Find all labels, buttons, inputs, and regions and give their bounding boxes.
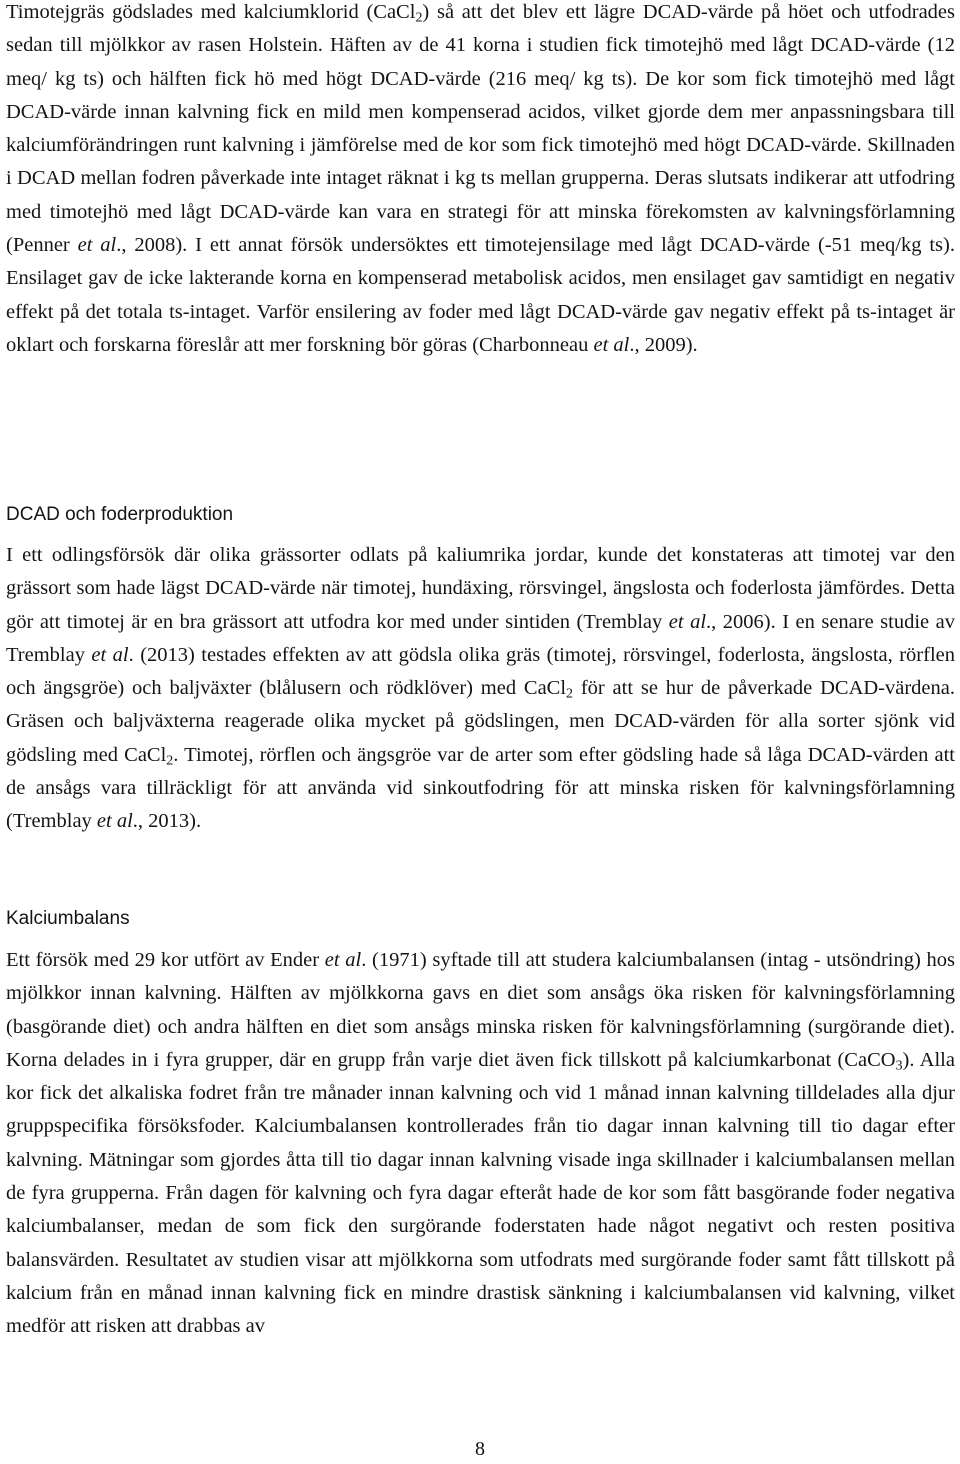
text-run: ., 2006). I en senare studie av Tremblay — [6, 610, 955, 666]
subscript: 2 — [415, 10, 423, 26]
paragraph-kalciumbalans-forsok — [6, 944, 955, 1344]
italic-citation: et al — [91, 643, 129, 666]
text-run: ). Alla kor fick det alkaliska fodret från tre månader innan kalvning och vid 1 månad innan kalvning tilldelades alla djur gruppspecifika försöksfoder. Kalciumbalansen kontrollerades från tio dagar innan kalvning till tio dagar efter kalvning. Mätningar som gjordes åtta till tio dagar innan kalvning visade inga skillnader i kalciumbalansen mellan de fyra grupperna. Från dagen för kalvning och fyra dagar efteråt hade de kor som fått basgörande foder negativa kalciumbalanser, medan de som fick den surgörande foderstaten hade något negativt och resten positiva balansvärden. Resultatet av studien visar att mjölkkorna som utfodrats med surgörande foder samt fått tillskott på kalcium från en månad innan kalvning fick en mindre drastisk sänkning i kalciumbalansen vid kalvning, vilket medför att risken att drabbas av — [6, 1048, 955, 1338]
paragraph-odlingsforsok — [6, 539, 955, 839]
section-heading-dcad-foderproduktion: DCAD och foderproduktion — [6, 504, 234, 525]
text-run: . (1971) syftade till att studera kalciumbalansen (intag - utsöndring) hos mjölkkor innan kalvning. Hälften av mjölkkorna gavs en diet som ansågs öka risken för kalvningsförlamning (basgörande diet) och andra hälften en diet som ansågs minska risken för kalvningsförlamning (surgörande diet). Korna delades in i fyra grupper, där en grupp från varje diet även fick tillskott på kalciumkarbonat (CaCO — [6, 949, 955, 1071]
text-run: för att se hur de påverkade DCAD-värdena. Gräsen och baljväxterna reagerade olika mycket på gödslingen, men DCAD-värden för alla sorter sjönk vid gödsling med CaCl — [6, 677, 956, 766]
italic-citation: et al — [96, 810, 133, 833]
italic-citation: et al — [77, 234, 117, 257]
text-run: I ett odlingsförsök där olika grässorter odlats på kaliumrika jordar, kunde det konstateras att timotej var den grässort som hade lägst DCAD-värde när timotej, hundäxing, rörsvingel, ängslosta och foderlosta jämfördes. Detta gör att timotej är en bra grässort att utfodra kor med under sintiden (Tremblay — [6, 544, 955, 633]
text-run: Timotejgräs gödslades med kalciumklorid (CaCl — [6, 1, 416, 23]
text-run: . Timotej, rörflen och ängsgröe var de arter som efter gödsling hade så låga DCAD-värden att de ansågs vara tillräckligt för att använda vid sinkoutfodring för att minska risken för kalvningsförlamning (Tremblay — [6, 743, 955, 833]
italic-citation: et al — [668, 610, 707, 633]
section-heading-kalciumbalans: Kalciumbalans — [6, 908, 130, 929]
page-number: 8 — [475, 1438, 485, 1460]
subscript: 2 — [166, 753, 174, 769]
italic-citation: et al — [324, 949, 362, 971]
text-run: ) så att det blev ett lägre DCAD-värde på höet och utfodrades sedan till mjölkkor av rasen Holstein. Häften av de 41 korna i studien fick timotejhö med lågt DCAD-värde (12 meq/ kg ts) och hälften fick hö med högt DCAD-värde (216 meq/ kg ts). De kor som fick timotejhö med lågt DCAD-värde innan kalvning fick en mild men kompenserad acidos, vilket gjorde dem mer anpassningsbara till kalciumförändringen runt kalvning i jämförelse med de kor som fick timotejhö med högt DCAD-värde. Skillnaden i DCAD mellan fodren påverkade inte intaget räknat i kg ts mellan grupperna. Deras slutsats indikerar att utfodring med timotejhö med lågt DCAD-värde kan vara en strategi för att minska förekomsten av kalvningsförlamning (Penner — [6, 1, 955, 257]
text-run: ., 2013). — [132, 810, 202, 833]
subscript: 2 — [566, 686, 574, 702]
text-run: ., 2008). I ett annat försök undersöktes ett timotejensilage med lågt DCAD-värde (-51 meq/kg ts). Ensilaget gav de icke lakterande korna en kompenserad metabolisk acidos, men ensilaget gav samtidigt en negativ effekt på det totala ts-intaget. Varför ensilering av foder med lågt DCAD-värde gav negativ effekt på ts-intaget är oklart och forskarna föreslår att mer forskning bör göras (Charbonneau — [6, 234, 955, 356]
text-run: Ett försök med 29 kor utfört av Ender — [6, 949, 325, 971]
italic-citation: et al — [593, 333, 630, 356]
subscript: 3 — [895, 1058, 903, 1074]
paragraph-timotej-kalciumklorid — [6, 0, 955, 362]
text-run: ., 2009). — [629, 333, 698, 356]
text-run: . (2013) testades effekten av att gödsla olika gräs (timotej, rörsvingel, foderlosta, ängslosta, rörflen och ängsgröe) och baljväxter (blålusern och rödklöver) med CaCl — [6, 643, 956, 700]
